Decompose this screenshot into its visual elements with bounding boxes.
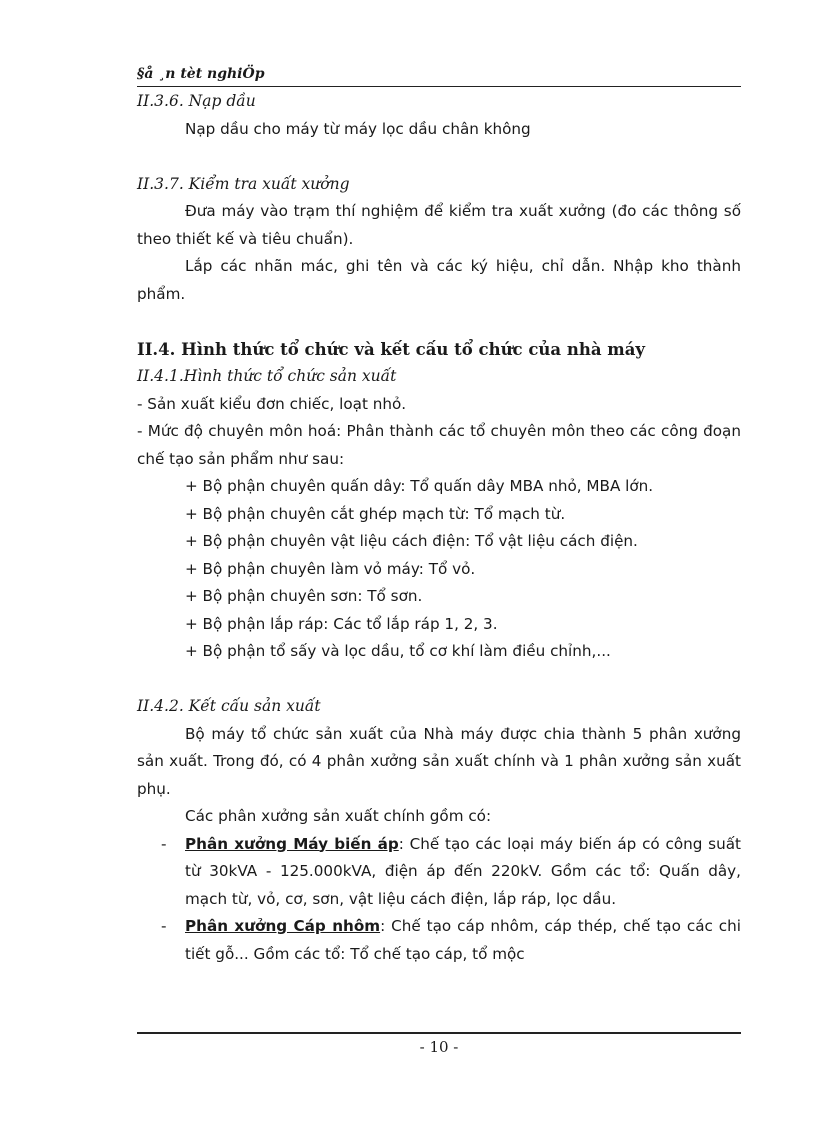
section-heading-2-3-7: II.3.7. Kiểm tra xuất xưởng <box>137 174 350 193</box>
page-number: - 10 - <box>419 1038 459 1056</box>
section-heading-2-4-1: II.4.1.Hình thức tổ chức sản xuất <box>137 367 397 385</box>
paragraph: Các phân xưởng sản xuất chính gồm có: <box>185 807 492 825</box>
section-heading-2-4-2: II.4.2. Kết cấu sản xuất <box>137 697 321 715</box>
workshop-title: Phân xưởng Máy biến áp <box>185 834 399 853</box>
page-footer <box>137 1032 741 1060</box>
list-item: + Bộ phận chuyên sơn: Tổ sơn. <box>185 587 423 605</box>
spacer <box>137 143 741 171</box>
spacer <box>137 308 741 336</box>
dash-bullet: - <box>161 834 167 853</box>
list-item: + Bộ phận chuyên cắt ghép mạch từ: Tổ mạch từ. <box>185 504 566 523</box>
dash-line: - Sản xuất kiểu đơn chiếc, loạt nhỏ. <box>137 394 407 413</box>
workshop-description: : Chế tạo cáp nhôm, cáp thép, chế tạo các chi tiết gỗ... Gồm các tổ: Tổ chế tạo cáp, tổ mộc <box>185 917 741 963</box>
paragraph: Đưa máy vào trạm thí nghiệm để kiểm tra xuất xưởng (đo các thông số theo thiết kế và tiêu chuẩn). <box>137 202 741 248</box>
section-heading-2-4: II.4. Hình thức tổ chức và kết cấu tổ chức của nhà máy <box>137 339 645 359</box>
list-item: + Bộ phận chuyên quấn dây: Tổ quấn dây MBA nhỏ, MBA lớn. <box>185 477 654 495</box>
list-item: + Bộ phận tổ sấy và lọc dầu, tổ cơ khí làm điều chỉnh,... <box>185 642 611 660</box>
header-title: §å ¸n tèt nghiÖp <box>137 66 265 82</box>
dash-bullet: - <box>161 917 167 935</box>
document-page <box>137 60 741 1070</box>
workshop-title: Phân xưởng Cáp nhôm <box>185 917 381 935</box>
page-header <box>137 64 741 87</box>
paragraph: - Mức độ chuyên môn hoá: Phân thành các tổ chuyên môn theo các công đoạn chế tạo sản phẩm như sau: <box>137 422 741 468</box>
section-heading-2-3-6: II.3.6. Nạp dầu <box>137 92 256 110</box>
list-item: + Bộ phận chuyên vật liệu cách điện: Tổ vật liệu cách điện. <box>185 532 638 550</box>
paragraph: Bộ máy tổ chức sản xuất của Nhà máy được chia thành 5 phân xưởng sản xuất. Trong đó, có 4 phân xưởng sản xuất chính và 1 phân xưởng sản xuất phụ. <box>137 724 741 798</box>
spacer <box>137 666 741 694</box>
list-item: + Bộ phận lắp ráp: Các tổ lắp ráp 1, 2, 3. <box>185 614 498 633</box>
document-body <box>137 88 741 968</box>
list-item: + Bộ phận chuyên làm vỏ máy: Tổ vỏ. <box>185 559 476 578</box>
paragraph: Lắp các nhãn mác, ghi tên và các ký hiệu, chỉ dẫn. Nhập kho thành phẩm. <box>137 257 741 303</box>
workshop-description: : Chế tạo các loại máy biến áp có công suất từ 30kVA - 125.000kVA, điện áp đến 220kV. Gồm các tổ: Quấn dây, mạch từ, vỏ, cơ, sơn, vật liệu cách điện, lắp ráp, lọc dầu. <box>185 834 741 908</box>
workshop-item-aluminum-cable <box>137 913 741 968</box>
paragraph: Nạp dầu cho máy từ máy lọc dầu chân không <box>185 119 531 138</box>
workshop-item-transformer <box>137 831 741 914</box>
